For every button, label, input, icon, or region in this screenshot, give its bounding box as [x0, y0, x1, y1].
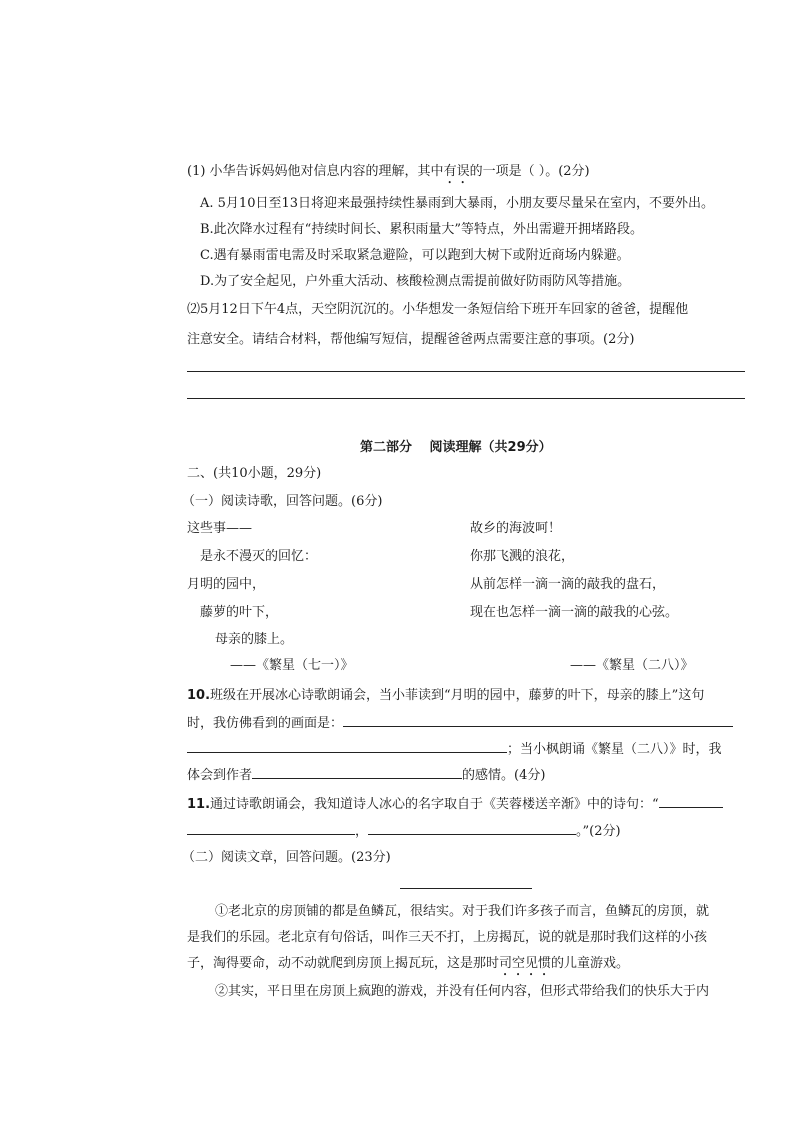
q1-option-d: D.为了安全起见，户外重大活动、核酸检测点需提前做好防雨防风等措施。: [200, 274, 631, 289]
q11-blank-1-continued[interactable]: [187, 820, 355, 835]
q1-option-b: B.此次降水过程有“持续时间长、累积雨量大”等特点，外出需避开拥堵路段。: [200, 222, 643, 237]
q10-line-2: [187, 712, 733, 734]
q10-text-2: 时，我仿佛看到的画面是：: [187, 716, 344, 731]
answer-line-2[interactable]: [187, 398, 745, 399]
poem-left-line-4: 藤萝的叶下，: [200, 605, 279, 620]
q10-text-4-tail: 的感情。(4分): [462, 768, 546, 783]
article-title-blank[interactable]: [400, 888, 532, 889]
q11-number: 11.: [187, 797, 211, 812]
q11-line-2: [187, 820, 621, 842]
q1-stem: [187, 162, 590, 187]
article-p1-text-3b: 的儿童游戏。: [551, 956, 630, 971]
q1-stem-a: (1) 小华告诉妈妈他对信息内容的理解，其中: [187, 164, 444, 179]
q10-line-4: [187, 764, 545, 786]
q10-blank-1-continued[interactable]: [187, 738, 507, 753]
poem-right-line-4: 现在也怎样一滴一滴的敲我的心弦。: [470, 605, 679, 620]
part2-sub1: （一）阅读诗歌，回答问题。(6分): [182, 494, 383, 509]
q11-end: 。”(2分): [576, 824, 621, 839]
q11-line-1: [187, 793, 723, 815]
article-p1-line-3: [187, 954, 629, 979]
poem-left-line-1: 这些事——: [187, 521, 253, 536]
q11-blank-1[interactable]: [659, 793, 723, 808]
q10-blank-2[interactable]: [252, 764, 462, 779]
poem-right-line-3: 从前怎样一滴一滴的敲我的盘石，: [470, 577, 666, 592]
poem-right-line-1: 故乡的海波呵！: [470, 521, 562, 536]
article-p1-line-1: ①老北京的房顶铺的都是鱼鳞瓦，很结实。对于我们许多孩子而言，鱼鳞瓦的房顶，就: [215, 904, 710, 919]
poem-right-line-2: 你那飞溅的浪花，: [470, 549, 575, 564]
article-p2-line-1: ②其实，平日里在房顶上疯跑的游戏，并没有任何内容，但形式带给我们的快乐大于内: [215, 984, 710, 999]
q10-line-1: [187, 686, 704, 706]
q1-stem-emphasis: 有误: [443, 164, 470, 179]
part2-sub2: （二）阅读文章，回答问题。(23分): [182, 850, 391, 865]
q2-line-1: ⑵5月12日下午4点，天空阴沉沉的。小华想发一条短信给下班开车回家的爸爸，提醒他: [187, 302, 689, 317]
q11-blank-2[interactable]: [368, 820, 576, 835]
q1-option-a: A. 5月10日至13日将迎来最强持续性暴雨到大暴雨，小朋友要尽量呆在室内，不要外出。: [200, 196, 715, 211]
q10-blank-1[interactable]: [343, 712, 733, 727]
q10-number: 10.: [187, 688, 211, 703]
poem-right-source: ——《繁星（二八）》: [570, 658, 694, 673]
part2-section: 二、(共10小题，29分): [187, 466, 322, 481]
q10-text-3: ；当小枫朗诵《繁星（二八）》时，我: [507, 742, 722, 757]
q1-option-c: C.遇有暴雨雷电需及时采取紧急避险，可以跑到大树下或附近商场内躲避。: [200, 248, 630, 263]
poem-left-line-2: 是永不漫灭的回忆：: [200, 549, 318, 564]
article-p1-text-3a: 子，淘得要命，动不动就爬到房顶上揭瓦玩，这是那时: [187, 956, 500, 971]
q2-line-2: 注意安全。请结合材料，帮他编写短信，提醒爸爸两点需要注意的事项。(2分): [187, 332, 635, 347]
poem-left-line-5: 母亲的膝上。: [215, 632, 294, 647]
q11-text-1: 通过诗歌朗诵会，我知道诗人冰心的名字取自于《芙蓉楼送辛渐》中的诗句：“: [210, 797, 659, 812]
poem-left-line-3: 月明的园中，: [187, 577, 266, 592]
q10-text-4-head: 体会到作者: [187, 768, 253, 783]
q10-line-3: [187, 738, 722, 760]
q10-text-1: 班级在开展冰心诗歌朗诵会，当小菲读到“月明的园中，藤萝的叶下，母亲的膝上”这句: [210, 688, 705, 703]
answer-line-1[interactable]: [187, 371, 745, 372]
part2-title: 第二部分 阅读理解（共29分）: [360, 440, 552, 455]
article-p1-emphasis: 司空见惯: [499, 956, 552, 971]
q11-sep: ，: [355, 824, 369, 839]
q1-stem-b: 的一项是（ ）。(2分): [469, 164, 590, 179]
poem-left-source: ——《繁星（七一）》: [230, 658, 354, 673]
article-p1-line-2: 是我们的乐园。老北京有句俗话，叫作三天不打，上房揭瓦，说的就是那时我们这样的小孩: [187, 930, 708, 945]
